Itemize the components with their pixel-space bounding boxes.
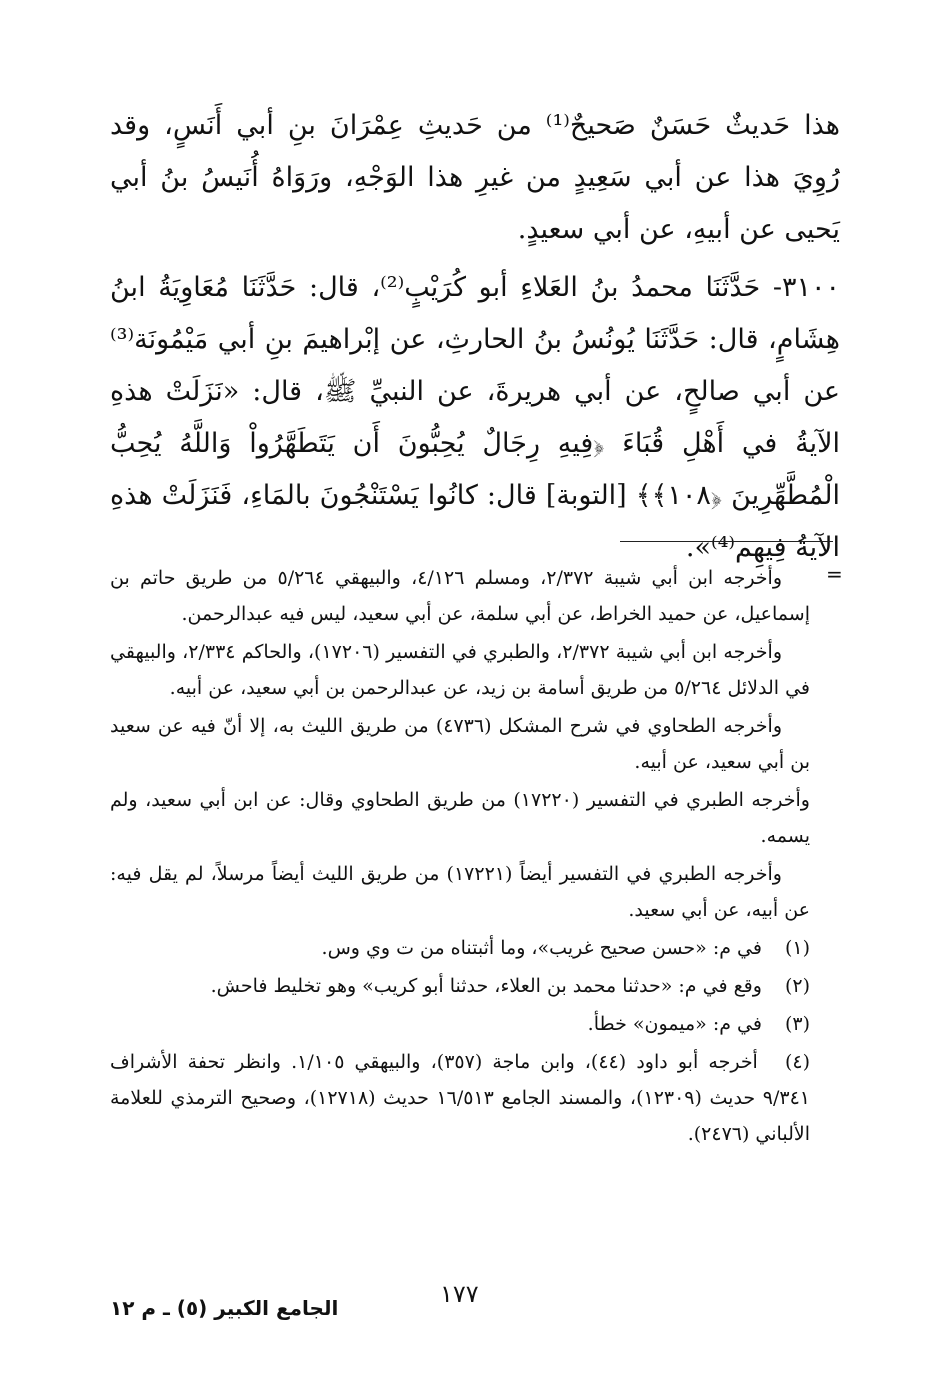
- footnote-item: [110, 1006, 810, 1042]
- footnote-number: (٢): [784, 975, 810, 997]
- note-paragraph: وأخرجه ابن أبي شيبة ٢/٣٧٢، والطبري في التفسير (١٧٢٠٦)، والحاكم ٢/٣٣٤، والبيهقي في الدلائل ٥/٢٦٤ من طريق أسامة بن زيد، عن عبدالرحمن بن أبي سعيد، عن أبيه.: [110, 641, 810, 699]
- footnote-text: في م: «حسن صحيح غريب»، وما أثبتناه من ت وي وس.: [321, 937, 762, 959]
- note-paragraph: وأخرجه ابن أبي شيبة ٢/٣٧٢، ومسلم ٤/١٢٦، والبيهقي ٥/٢٦٤ من طريق حاتم بن إسماعيل، عن حميد الخراط، عن أبي سلمة، عن أبي سعيد، ليس فيه عبدالرحمن.: [110, 567, 810, 625]
- main-text: [110, 100, 840, 574]
- footnote-divider: [620, 541, 833, 542]
- footnote-item: [110, 930, 810, 966]
- page-number: ١٧٧: [440, 1280, 479, 1308]
- note-paragraph: وأخرجه الطبري في التفسير (١٧٢٢٠) من طريق الطحاوي وقال: عن ابن أبي سعيد، ولم يسمه.: [110, 789, 810, 847]
- hadith-3100-paragraph: ٣١٠٠- حَدَّثَنَا محمدُ بنُ العَلاءِ أبو كُرَيْبٍ⁽²⁾، قال: حَدَّثَنَا مُعَاوِيَةُ ابنُ هِشَامٍ، قال: حَدَّثَنَا يُونُسُ بنُ الحارثِ، عن إبْراهيمَ بنِ أبي مَيْمُونَة⁽³⁾ عن أبي صالحٍ، عن أبي هريرةَ، عن النبيِّ ﷺ، قال: «نَزَلَتْ هذهِ الآيةُ في أَهْلِ قُبَاءَ ﴿فِيهِ رِجَالٌ يُحِبُّونَ أَن يَتَطَهَّرُواْ وَاللَّهُ يُحِبُّ الْمُطَّهِّرِينَ ﴿١٠٨﴾﴾ [التوبة] قال: كانُوا يَسْتَنْجُونَ بالمَاءِ، فَنَزَلَتْ هذهِ الآيةُ فِيهِم⁽⁴⁾».: [110, 272, 840, 563]
- footnote-text: وقع في م: «حدثنا محمد بن العلاء، حدثنا أبو كريب» وهو تخليط فاحش.: [210, 975, 762, 997]
- footnote-item: [110, 1044, 810, 1152]
- footnotes-section: [110, 560, 810, 1154]
- note-paragraph: وأخرجه الطحاوي في شرح المشكل (٤٧٣٦) من طريق الليث به، إلا أنّ فيه عن سعيد بن أبي سعيد، عن أبيه.: [110, 715, 810, 773]
- footnote-text: في م: «ميمون» خطأ.: [587, 1013, 762, 1035]
- footnote-text: أخرجه أبو داود (٤٤)، وابن ماجة (٣٥٧)، والبيهقي ١/١٠٥. وانظر تحفة الأشراف ٩/٣٤١ حديث (١٢٣٠٩)، والمسند الجامع ١٦/٥١٣ حديث (١٢٧١٨)، وصحيح الترمذي للعلامة الألباني (٢٤٧٦).: [110, 1051, 811, 1145]
- hadith-commentary-paragraph: هذا حَديثٌ حَسَنٌ صَحيحٌ⁽¹⁾ من حَديثِ عِمْرَانَ بنِ أبي أَنَسٍ، وقد رُوِيَ هذا عن أبي سَعِيدٍ من غيرِ هذا الوَجْهِ، ورَوَاهُ أُنَيسُ بنُ أبي يَحيى عن أبيهِ، عن أبي سعيدٍ.: [110, 110, 840, 245]
- footnote-number: (٣): [784, 1013, 810, 1035]
- footnote-item: [110, 968, 810, 1004]
- book-signature: الجامع الكبير (٥) ـ م ١٢: [110, 1296, 339, 1320]
- footnote-number: (٤): [784, 1051, 810, 1073]
- footnote-number: (١): [784, 937, 810, 959]
- continuation-mark: =: [826, 562, 843, 586]
- note-paragraph: وأخرجه الطبري في التفسير أيضاً (١٧٢٢١) من طريق الليث أيضاً مرسلاً، لم يقل فيه: عن أبيه، عن أبي سعيد.: [110, 863, 810, 921]
